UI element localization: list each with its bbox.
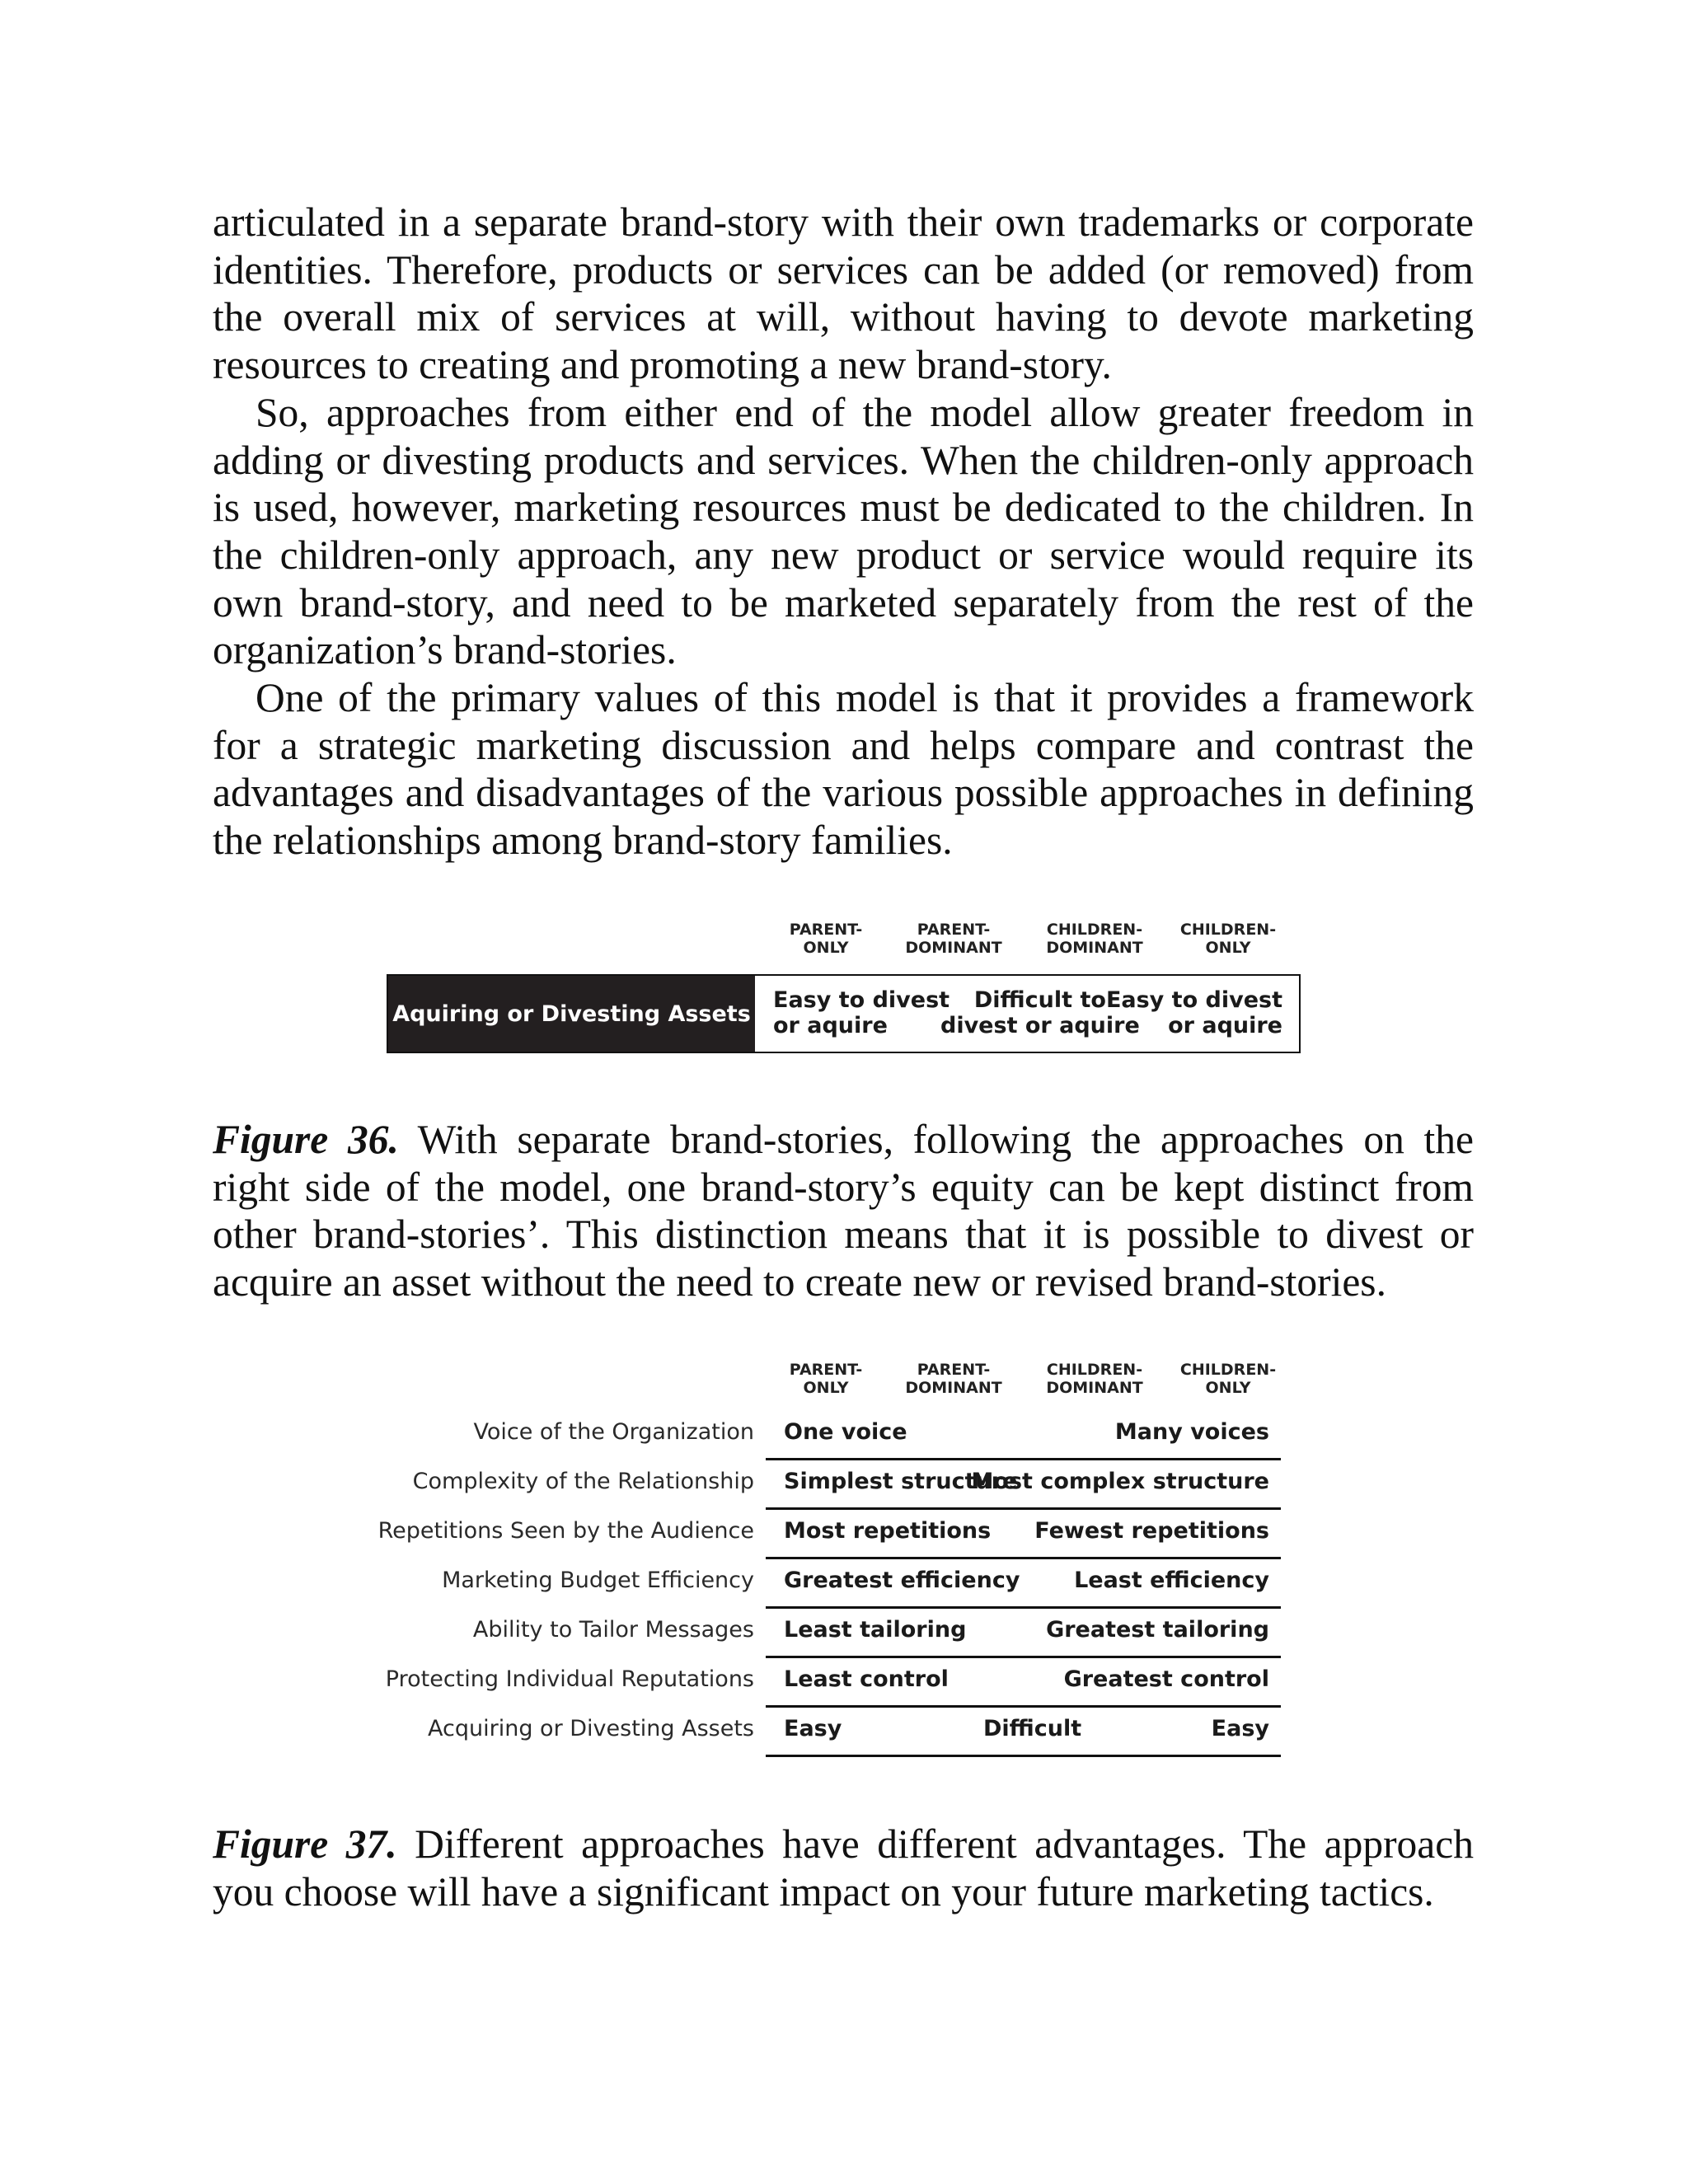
body-text <box>213 199 1474 865</box>
column-header-children-only: CHILDREN- ONLY <box>1179 921 1277 957</box>
row-right-value: Greatest tailoring <box>1046 1617 1269 1643</box>
figure-36-label: Figure 36. <box>213 1117 399 1162</box>
paragraph: One of the primary values of this model is that it provides a framework for a strategic marketing discussion and helps compare and contrast the advantages and disadvantages of the various possible approaches in defining the relationships among brand-story families. <box>213 675 1474 864</box>
figure-37-caption <box>213 1821 1474 1915</box>
figure-36-row-label: Aquiring or Divesting Assets <box>388 976 755 1052</box>
row-right-value: Least efficiency <box>1074 1568 1269 1593</box>
paragraph: So, approaches from either end of the model allow greater freedom in adding or divesting products and services. When the children-only approach is used, however, marketing resources must be dedicated to the children. In the children-only approach, any new product or service would require its own brand-story, and need to be marketed separately from the rest of the organization’s brand-stories. <box>213 389 1474 673</box>
row-right-value: Greatest control <box>1063 1666 1269 1692</box>
row-right-value: Many voices <box>1114 1419 1269 1445</box>
column-header-parent-dominant: PARENT- DOMINANT <box>905 921 1002 957</box>
paragraph: articulated in a separate brand-story with their own trademarks or corporate identities. Therefore, products or services can be added (or removed) from the overall mix of services at will, without having to devote marketing resources to creating and promoting a new brand-story. <box>213 199 1474 388</box>
figure-37-caption-text: Different approaches have different advantages. The approach you choose will have a significant impact on your future marketing tactics. <box>213 1821 1474 1915</box>
row-label: Voice of the Organization <box>473 1419 754 1445</box>
row-label: Ability to Tailor Messages <box>472 1617 754 1643</box>
row-label: Protecting Individual Reputations <box>385 1666 754 1692</box>
row-label: Acquiring or Divesting Assets <box>428 1716 754 1741</box>
row-label: Marketing Budget Efficiency <box>442 1568 754 1593</box>
row-left-value: Least control <box>784 1666 949 1692</box>
figure-36-cell-left: Easy to divest or aquire <box>773 987 950 1038</box>
row-label: Complexity of the Relationship <box>412 1469 754 1494</box>
row-middle-value: Difficult <box>983 1716 1082 1741</box>
column-header-children-dominant: CHILDREN- DOMINANT <box>1046 1361 1143 1397</box>
table-row <box>0 1708 1688 1757</box>
column-header-parent-only: PARENT- ONLY <box>789 1361 863 1397</box>
row-left-value: Simplest structure <box>784 1469 1018 1494</box>
row-left-value: Greatest efficiency <box>784 1568 1020 1593</box>
row-label: Repetitions Seen by the Audience <box>377 1518 754 1544</box>
table-row <box>0 1658 1688 1708</box>
row-left-value: One voice <box>784 1419 907 1445</box>
figure-36-cell-right: Easy to divest or aquire <box>1105 987 1282 1038</box>
column-header-parent-dominant: PARENT- DOMINANT <box>905 1361 1002 1397</box>
figure-36-caption-text: With separate brand-stories, following the approaches on the right side of the model, one brand-story’s equity can be kept distinct from other brand-stories’. This distinction means that it is possible to divest or acquire an asset without the need to create new or revised brand-stories. <box>213 1117 1474 1305</box>
figure-37-label: Figure 37. <box>213 1821 397 1867</box>
figure-36-cell-middle: Difficult to divest or aquire <box>940 987 1140 1038</box>
row-right-value: Fewest repetitions <box>1034 1518 1269 1544</box>
table-row <box>0 1411 1688 1460</box>
row-left-value: Most repetitions <box>784 1518 992 1544</box>
column-header-parent-only: PARENT- ONLY <box>789 921 863 957</box>
table-row <box>0 1609 1688 1658</box>
figure-36-caption <box>213 1116 1474 1306</box>
column-header-children-only: CHILDREN- ONLY <box>1179 1361 1277 1397</box>
column-header-children-dominant: CHILDREN- DOMINANT <box>1046 921 1143 957</box>
table-row <box>0 1460 1688 1510</box>
row-right-value: Most complex structure <box>971 1469 1269 1494</box>
row-left-value: Easy <box>784 1716 842 1741</box>
table-row <box>0 1510 1688 1559</box>
row-left-value: Least tailoring <box>784 1617 967 1643</box>
table-row <box>0 1559 1688 1609</box>
figure-36-row <box>387 974 1301 1053</box>
row-right-value: Easy <box>1211 1716 1269 1741</box>
